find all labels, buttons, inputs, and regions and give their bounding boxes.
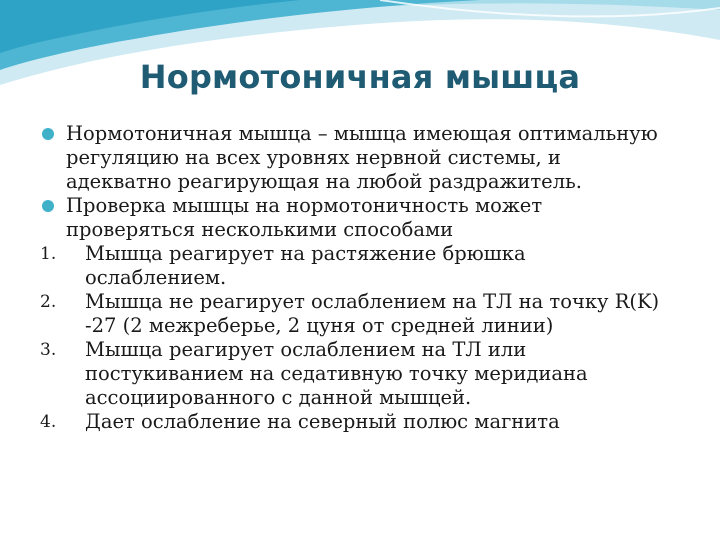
bullet-text: Проверка мышцы на нормотоничность может проверяться несколькими способами (66, 194, 543, 241)
list-number: 1. (40, 244, 57, 264)
numbered-text: Дает ослабление на северный полюс магнита (85, 410, 560, 433)
list-number: 3. (40, 340, 57, 360)
bullet-text: Нормотоничная мышца – мышца имеющая оптимальную регуляцию на всех уровнях нервной системы, и адекватно реагирующая на любой раздражитель. (66, 122, 658, 193)
circle-bullet-icon (42, 128, 54, 140)
numbered-text: Мышца не реагирует ослаблением на ТЛ на точку R(K) -27 (2 межреберье, 2 цуня от средней линии) (85, 290, 660, 337)
list-number: 2. (40, 292, 57, 312)
numbered-item-1 (40, 242, 670, 290)
bullet-item-1 (40, 122, 670, 194)
bullet-item-2 (40, 194, 670, 242)
numbered-text: Мышца реагирует на растяжение брюшка ослаблением. (85, 242, 526, 289)
numbered-item-4 (40, 410, 670, 434)
circle-bullet-icon (42, 200, 54, 212)
slide-title: Нормотоничная мышца (139, 58, 581, 96)
slide-content (40, 122, 670, 434)
list-number: 4. (40, 412, 57, 432)
numbered-text: Мышца реагирует ослаблением на ТЛ или постукиванием на седативную точку меридиана ассоциированного с данной мышцей. (85, 338, 588, 409)
numbered-item-2 (40, 290, 670, 338)
numbered-item-3 (40, 338, 670, 410)
